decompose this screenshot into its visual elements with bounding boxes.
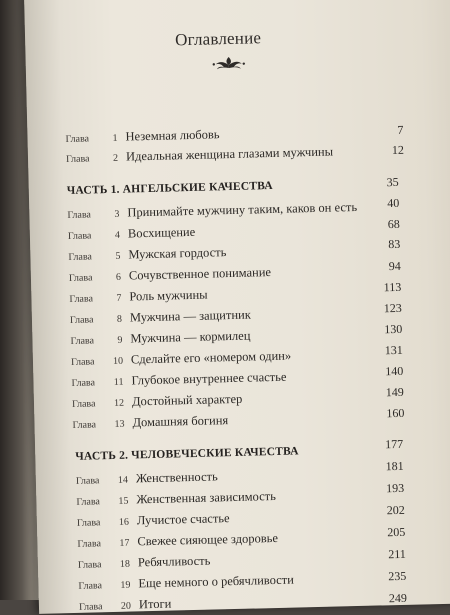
page-number: 202 bbox=[386, 502, 405, 518]
page-number: 131 bbox=[384, 342, 403, 358]
page-number: 94 bbox=[388, 258, 401, 274]
page-number: 193 bbox=[386, 480, 405, 496]
toc-entry-chapter-7: Глава 7 Роль мужчины bbox=[69, 287, 208, 305]
page-number: 211 bbox=[388, 546, 406, 562]
page-number: 249 bbox=[388, 590, 408, 606]
toc-entry-chapter-12: Глава 12 Достойный характер bbox=[71, 391, 243, 410]
toc-entry-chapter-15: Глава 15 Женственная зависимость bbox=[76, 488, 277, 508]
page-number: 149 bbox=[385, 384, 405, 400]
page-number: 160 bbox=[386, 405, 405, 421]
toc-part-2-heading: ЧАСТЬ 2. ЧЕЛОВЕЧЕСКИЕ КАЧЕСТВА bbox=[75, 445, 299, 463]
fleuron-ornament-icon bbox=[211, 55, 247, 72]
page-number: 140 bbox=[385, 363, 404, 379]
toc-entry-chapter-20: Глава 20 Итоги bbox=[78, 596, 172, 613]
page-number: 12 bbox=[391, 142, 405, 158]
toc-entry-chapter-8: Глава 8 Мужчина — защитник bbox=[69, 307, 251, 326]
page-number: 40 bbox=[387, 195, 400, 211]
toc-entry-chapter-18: Глава 18 Ребячливость bbox=[77, 553, 211, 571]
page-number: 68 bbox=[387, 216, 400, 232]
toc-entry-chapter-6: Глава 6 Сочувственное понимание bbox=[68, 265, 272, 284]
page-number: 113 bbox=[383, 279, 402, 295]
page-number: 83 bbox=[388, 236, 401, 252]
page-number: 7 bbox=[397, 122, 404, 137]
toc-entry-chapter-19: Глава 19 Еще немного о ребячливости bbox=[78, 572, 295, 592]
toc-entry-chapter-14: Глава 14 Женственность bbox=[75, 469, 218, 487]
page-number: 35 bbox=[386, 174, 399, 190]
page-number: 235 bbox=[388, 568, 407, 584]
toc-entry-chapter-1: Глава 1 Неземная любовь bbox=[65, 127, 220, 146]
toc-entry-chapter-3: Глава 3 Принимайте мужчину таким, каков он есть bbox=[67, 199, 358, 222]
toc-entry-chapter-17: Глава 17 Свежее сияющее здоровье bbox=[77, 530, 279, 550]
page-number: 123 bbox=[383, 300, 402, 316]
page-title: Оглавление bbox=[174, 28, 262, 50]
toc-entry-chapter-4: Глава 4 Восхищение bbox=[67, 224, 196, 242]
toc-part-1-heading: ЧАСТЬ 1. АНГЕЛЬСКИЕ КАЧЕСТВА bbox=[66, 179, 273, 198]
toc-entry-chapter-10: Глава 10 Сделайте его «номером один» bbox=[70, 348, 292, 368]
page-number: 181 bbox=[385, 458, 404, 474]
page-number: 205 bbox=[387, 524, 406, 540]
page-number: 130 bbox=[384, 321, 403, 337]
toc-entry-chapter-9: Глава 9 Мужчина — кормилец bbox=[70, 328, 251, 347]
toc-entry-chapter-13: Глава 13 Домашняя богиня bbox=[72, 413, 229, 431]
toc-entry-chapter-2: Глава 2 Идеальная женщина глазами мужчины bbox=[65, 144, 334, 166]
toc-entry-chapter-5: Глава 5 Мужская гордость bbox=[68, 245, 227, 263]
toc-entry-chapter-16: Глава 16 Лучистое счастье bbox=[76, 511, 230, 529]
book-page bbox=[24, 0, 450, 614]
toc-entry-chapter-11: Глава 11 Глубокое внутреннее счастье bbox=[71, 369, 287, 389]
page-number: 177 bbox=[384, 436, 404, 452]
